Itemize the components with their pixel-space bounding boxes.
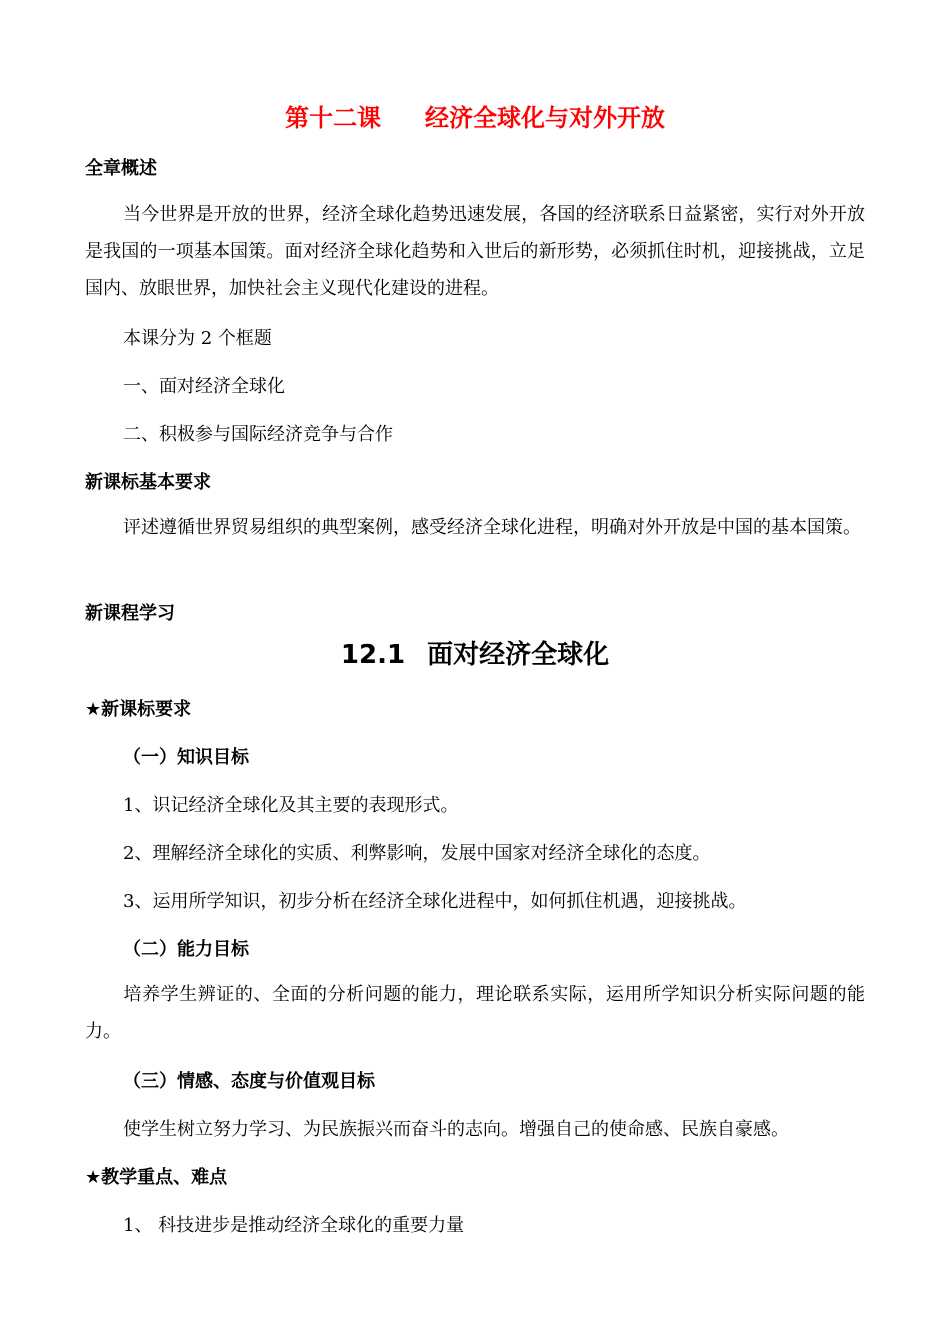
- knowledge-item-3: 3、运用所学知识，初步分析在经济全球化进程中，如何抓住机遇，迎接挑战。: [123, 891, 747, 912]
- key-points-heading: ★教学重点、难点: [85, 1167, 228, 1188]
- ability-paragraph: 培养学生辨证的、全面的分析问题的能力，理论联系实际，运用所学知识分析实际问题的能力。: [85, 984, 865, 1042]
- section-title: [0, 634, 950, 671]
- requirements-heading: ★新课标要求: [85, 699, 192, 720]
- knowledge-heading: （一）知识目标: [123, 747, 249, 768]
- key-point-item-1: 1、 科技进步是推动经济全球化的重要力量: [123, 1215, 465, 1236]
- study-heading: 新课程学习: [85, 603, 175, 624]
- lesson-name: 经济全球化与对外开放: [425, 104, 665, 132]
- frames-intro: 本课分为 2 个框题: [123, 328, 272, 349]
- values-heading: （三）情感、态度与价值观目标: [123, 1071, 375, 1092]
- frame-item-2: 二、积极参与国际经济竞争与合作: [123, 424, 393, 445]
- overview-paragraph: 当今世界是开放的世界，经济全球化趋势迅速发展，各国的经济联系日益紧密，实行对外开放是我国的一项基本国策。面对经济全球化趋势和入世后的新形势，必须抓住时机，迎接挑战，立足国内、放眼世界，加快社会主义现代化建设的进程。: [85, 204, 865, 299]
- section-number: 12.1: [340, 640, 406, 670]
- lesson-title: [0, 98, 950, 133]
- section-name: 面对经济全球化: [427, 640, 610, 670]
- lesson-number: 第十二课: [285, 104, 381, 132]
- knowledge-item-1: 1、识记经济全球化及其主要的表现形式。: [123, 795, 459, 816]
- values-paragraph: 使学生树立努力学习、为民族振兴而奋斗的志向。增强自己的使命感、民族自豪感。: [123, 1119, 789, 1140]
- frame-item-1: 一、面对经济全球化: [123, 376, 285, 397]
- standard-heading: 新课标基本要求: [85, 472, 211, 493]
- standard-paragraph: 评述遵循世界贸易组织的典型案例，感受经济全球化进程，明确对外开放是中国的基本国策。: [123, 517, 861, 538]
- knowledge-item-2: 2、理解经济全球化的实质、利弊影响，发展中国家对经济全球化的态度。: [123, 843, 711, 864]
- overview-heading: 全章概述: [85, 158, 157, 179]
- ability-heading: （二）能力目标: [123, 939, 249, 960]
